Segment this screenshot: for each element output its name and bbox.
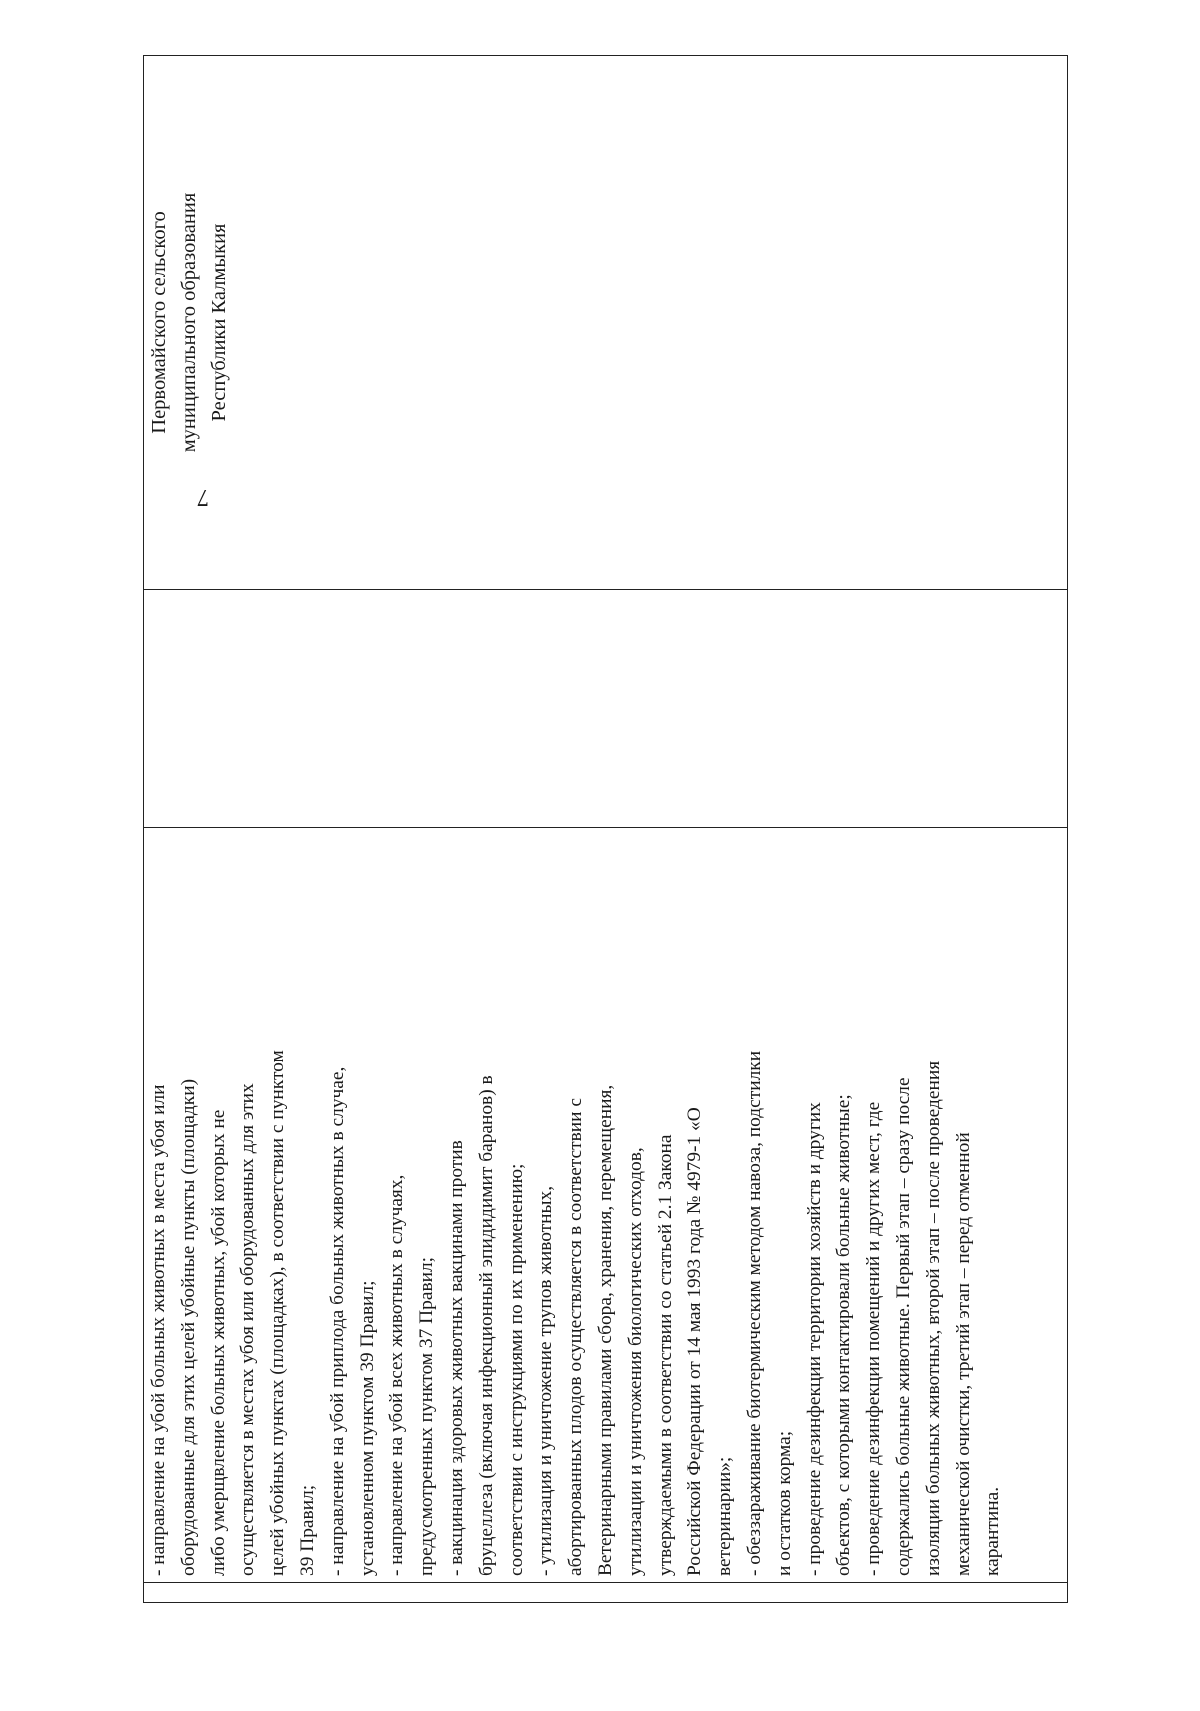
measures-line: и остатков корма;: [773, 1430, 795, 1576]
measures-table: [143, 55, 1068, 1603]
measures-line: утилизации и уничтожения биологических отходов,: [624, 1147, 646, 1576]
measures-line: содержались больные животные. Первый этап – сразу после: [892, 1077, 914, 1576]
measures-line: ветеринарии»;: [714, 1456, 736, 1576]
responsible-authority-text: [144, 56, 344, 589]
measures-line: оборудованные для этих целей убойные пункты (площадки): [177, 1078, 199, 1576]
measures-line: - вакцинация здоровых животных вакцинами против: [445, 1140, 467, 1576]
table-column-deadline: [144, 589, 1067, 827]
measures-line: Ветеринарными правилами сбора, хранения, перемещения,: [594, 1084, 616, 1576]
measures-line: целей убойных пунктах (площадках), в соответствии с пунктом: [267, 1050, 289, 1576]
measures-line: - утилизация и уничтожение трупов животных,: [535, 1185, 557, 1576]
authority-line: Первомайского сельского: [148, 211, 170, 434]
measures-line: объектов, с которыми контактировали больные животные;: [833, 1094, 855, 1576]
measures-line: осуществляется в местах убоя или оборудованных для этих: [237, 1083, 259, 1576]
measures-line: соответствии с инструкциями по их применению;: [505, 1163, 527, 1576]
measures-line: карантина.: [982, 1486, 1004, 1576]
measures-line: механической очистки, третий этап – перед отменной: [952, 1132, 974, 1576]
measures-text: [144, 836, 1069, 1576]
measures-line: абортированных плодов осуществляется в соответствии с: [565, 1098, 587, 1576]
rotated-document-page: [143, 55, 1068, 1603]
measures-line: утверждаемыми в соответствии со статьей 2.1 Закона: [654, 1134, 676, 1576]
measures-line: предусмотренных пунктом 37 Правил;: [416, 1256, 438, 1576]
measures-line: - проведение дезинфекции территории хозяйств и других: [803, 1102, 825, 1576]
measures-line: изоляции больных животных, второй этап – после проведения: [922, 1060, 944, 1576]
table-column-measures: [144, 827, 1067, 1582]
measures-line: - направление на убой больных животных в места убоя или: [148, 1084, 169, 1576]
table-column-number: [144, 1582, 1067, 1602]
table-column-responsible: [144, 56, 1067, 589]
authority-line: Республики Калмыкия: [208, 223, 230, 422]
measures-line: - направление на убой приплода больных животных в случае,: [326, 1066, 348, 1576]
measures-line: бруцеллеза (включая инфекционный эпидидимит баранов) в: [475, 1075, 497, 1576]
page-number: 7: [197, 484, 209, 510]
measures-line: - обеззараживание биотермическим методом навоза, подстилки: [743, 1050, 765, 1576]
authority-line: муниципального образования: [178, 192, 200, 453]
measures-line: - проведение дезинфекции помещений и других мест, где: [863, 1101, 885, 1576]
measures-line: либо умерщвление больных животных, убой которых не: [207, 1109, 229, 1576]
measures-line: - направление на убой всех животных в случаях,: [386, 1174, 408, 1576]
measures-line: Российской Федерации от 14 мая 1993 года № 4979-1 «О: [684, 1107, 706, 1576]
measures-line: 39 Правил;: [296, 1484, 318, 1576]
measures-line: установленном пунктом 39 Правил;: [356, 1280, 378, 1576]
